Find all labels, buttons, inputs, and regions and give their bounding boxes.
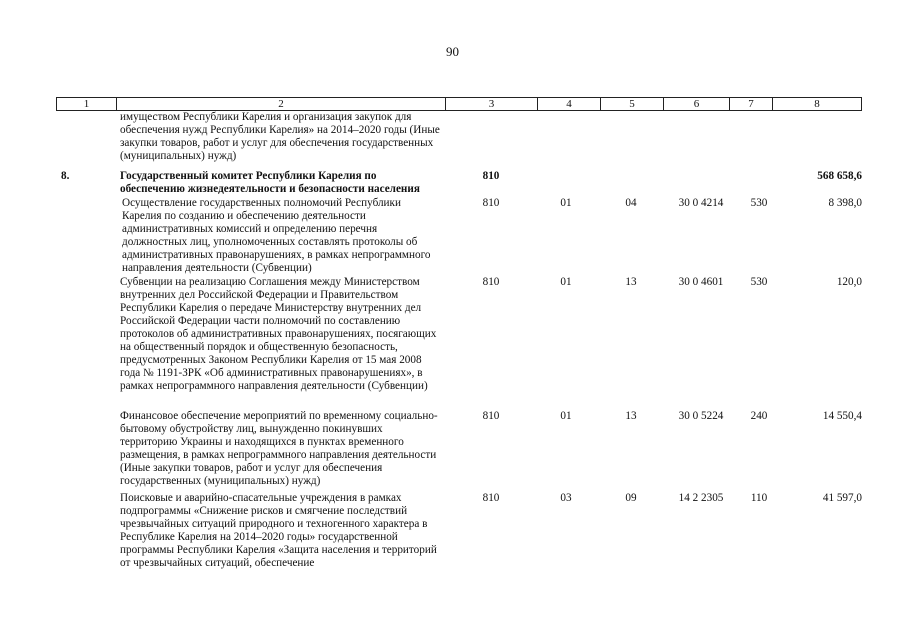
row-number: 8. bbox=[61, 170, 70, 182]
row-amount: 8 398,0 bbox=[828, 197, 862, 209]
row-description: Субвенции на реализацию Соглашения между Министерством внутренних дел Российской Федерации и Правительством Республики Карелия о передаче Министерству внутренних дел Российской Федерации части полномочий по составлению протоколов об административных правонарушениях, посягающих на общественный порядок и общественную безопасность, предусмотренных Законом Республики Карелия от 15 мая 2008 года № 1191-ЗРК «Об административных правонарушениях», в рамках непрограммного направления деятельности (Субвенции) bbox=[120, 276, 437, 392]
row-description: Финансовое обеспечение мероприятий по временному социально-бытовому обустройству лиц, вынужденно покинувших территорию Украины и находящихся в пунктах временного размещения, в рамках непрограммного направления деятельности (Иные закупки товаров, работ и услуг для обеспечения государственных (муниципальных) нужд) bbox=[120, 410, 438, 487]
header-col-3: 3 bbox=[446, 98, 538, 111]
header-col-5: 5 bbox=[601, 98, 664, 111]
row-subsection-code: 13 bbox=[625, 410, 637, 422]
row-grbs-code: 810 bbox=[482, 170, 500, 182]
row-expense-type: 530 bbox=[750, 276, 768, 288]
row-section-code: 03 bbox=[560, 492, 572, 504]
row-amount: 41 597,0 bbox=[822, 492, 862, 504]
row-target-article: 30 0 4601 bbox=[678, 276, 724, 288]
row-description: имуществом Республики Карелия и организация закупок для обеспечения нужд Республики Карелия» на 2014–2020 годы (Иные закупки товаров, работ и услуг для обеспечения государственных (муниципальных) нужд) bbox=[120, 111, 440, 162]
header-col-1: 1 bbox=[57, 98, 117, 111]
row-expense-type: 240 bbox=[750, 410, 768, 422]
row-description: Осуществление государственных полномочий Республики Карелия по созданию и обеспечению деятельности административных комиссий и определению перечня должностных лиц, уполномоченных составлять протоколы об административных правонарушениях, в рамках непрограммного направления деятельности (Субвенции) bbox=[122, 197, 431, 274]
row-subsection-code: 09 bbox=[625, 492, 637, 504]
row-target-article: 30 0 4214 bbox=[678, 197, 724, 209]
row-amount: 14 550,4 bbox=[822, 410, 862, 422]
row-grbs-code: 810 bbox=[482, 492, 500, 504]
header-col-8: 8 bbox=[773, 98, 862, 111]
header-col-6: 6 bbox=[664, 98, 730, 111]
row-subsection-code: 04 bbox=[625, 197, 637, 209]
row-description: Поисковые и аварийно-спасательные учреждения в рамках подпрограммы «Снижение рисков и смягчение последствий чрезвычайных ситуаций природного и техногенного характера в Республике Карелия на 2014–2020 годы» государственной программы Республики Карелия «Защита населения и территорий от чрезвычайных ситуаций, обеспечение bbox=[120, 492, 437, 569]
row-target-article: 30 0 5224 bbox=[678, 410, 724, 422]
row-description: Государственный комитет Республики Карелия по обеспечению жизнедеятельности и безопасности населения bbox=[120, 170, 420, 195]
row-grbs-code: 810 bbox=[482, 410, 500, 422]
header-col-4: 4 bbox=[538, 98, 601, 111]
row-expense-type: 530 bbox=[750, 197, 768, 209]
row-amount: 120,0 bbox=[836, 276, 862, 288]
header-col-7: 7 bbox=[730, 98, 773, 111]
column-header-row bbox=[57, 98, 862, 111]
page-number: 90 bbox=[446, 44, 459, 59]
row-subsection-code: 13 bbox=[625, 276, 637, 288]
row-section-code: 01 bbox=[560, 276, 572, 288]
row-section-code: 01 bbox=[560, 197, 572, 209]
row-amount: 568 658,6 bbox=[817, 170, 862, 182]
column-header-table bbox=[56, 97, 862, 111]
row-grbs-code: 810 bbox=[482, 197, 500, 209]
row-expense-type: 110 bbox=[750, 492, 768, 504]
header-col-2: 2 bbox=[117, 98, 446, 111]
row-target-article: 14 2 2305 bbox=[678, 492, 724, 504]
row-section-code: 01 bbox=[560, 410, 572, 422]
row-grbs-code: 810 bbox=[482, 276, 500, 288]
